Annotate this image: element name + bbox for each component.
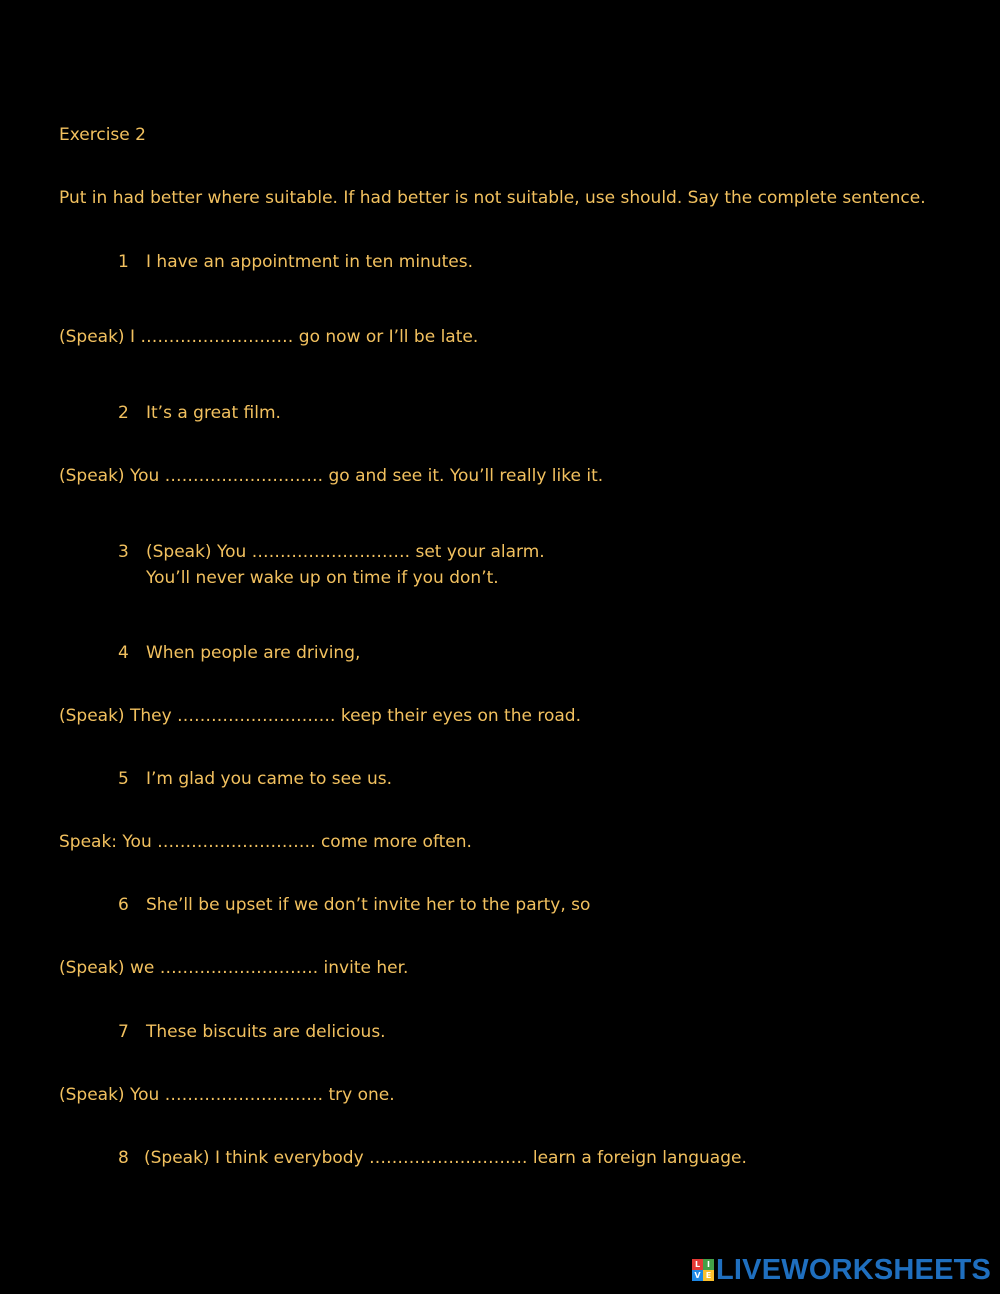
question-3-continuation: You’ll never wake up on time if you don’t. <box>146 568 499 588</box>
question-prompt: These biscuits are delicious. <box>146 1022 386 1042</box>
question-number: 2 <box>118 403 129 423</box>
question-number: 5 <box>118 769 129 789</box>
question-number: 7 <box>118 1022 129 1042</box>
question-3 <box>118 540 545 564</box>
question-number: 4 <box>118 643 129 663</box>
question-prompt: When people are driving, <box>146 643 361 663</box>
question-prompt: She’ll be upset if we don’t invite her to the party, so <box>146 895 591 915</box>
question-number: 3 <box>118 542 129 562</box>
exercise-title: Exercise 2 <box>59 125 146 145</box>
question-1 <box>118 250 473 274</box>
answer-line-6: (Speak) we ………………………. invite her. <box>59 958 409 978</box>
question-2 <box>118 401 281 425</box>
live-logo-icon <box>692 1259 714 1281</box>
logo-tile-v: V <box>692 1270 703 1281</box>
answer-line-4: (Speak) They ………………………. keep their eyes on the road. <box>59 706 581 726</box>
logo-tile-i: I <box>703 1259 714 1270</box>
liveworksheets-logo <box>692 1256 991 1284</box>
question-7 <box>118 1020 386 1044</box>
question-prompt: (Speak) You ………………………. set your alarm. <box>146 542 545 562</box>
question-5 <box>118 767 392 791</box>
question-prompt: (Speak) I think everybody ………………………. learn a foreign language. <box>144 1148 747 1168</box>
answer-line-1: (Speak) I ……………………… go now or I’ll be late. <box>59 327 479 347</box>
question-number: 1 <box>118 252 129 272</box>
question-8 <box>118 1146 747 1170</box>
question-prompt: It’s a great film. <box>146 403 281 423</box>
question-4 <box>118 641 360 665</box>
instructions: Put in had better where suitable. If had better is not suitable, use should. Say the complete sentence. <box>59 188 926 208</box>
logo-wordmark: LIVEWORKSHEETS <box>716 1254 992 1286</box>
answer-line-2: (Speak) You ………………………. go and see it. You’ll really like it. <box>59 466 604 486</box>
question-number: 6 <box>118 895 129 915</box>
logo-tile-l: L <box>692 1259 703 1270</box>
logo-tile-e: E <box>703 1270 714 1281</box>
question-prompt: I’m glad you came to see us. <box>146 769 393 789</box>
question-prompt: I have an appointment in ten minutes. <box>146 252 473 272</box>
question-6 <box>118 893 590 917</box>
answer-line-5: Speak: You ………………………. come more often. <box>59 832 472 852</box>
answer-line-7: (Speak) You ………………………. try one. <box>59 1085 395 1105</box>
question-number: 8 <box>118 1148 129 1168</box>
